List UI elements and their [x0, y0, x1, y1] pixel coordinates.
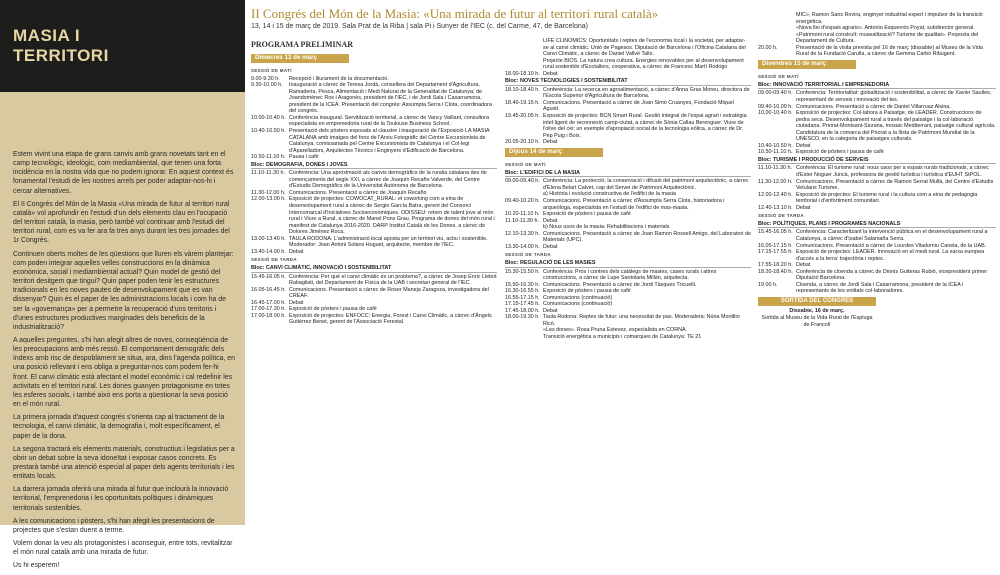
- intro-paragraph: Volem donar la veu als protagonistes i aconseguir, entre tots, revitalitzar el món rural català amb una mirada de futur.: [13, 540, 233, 557]
- entry-time: 20.00 h.: [758, 44, 778, 51]
- entry-text: Comunicacions. Presentació a càrrec d'Assumpta Serra Clota, historiadora i arqueòloga, especialista en l'estudi de l'edifici de mas-masia.: [543, 198, 725, 211]
- entry-time: 18.00-19.30 h.: [505, 314, 540, 321]
- entry-time: 18.00-18.10 h.: [505, 70, 540, 77]
- session-label: SESSIÓ DE TARDA: [251, 257, 297, 263]
- intro-paragraph: A les comunicacions i pòsters, s'hi han afegit les presentacions de projectes que s'estan duent a terme.: [13, 517, 215, 534]
- closing-text: Sortida al Museu de la Vida Rural de l'Espluga de Francolí: [761, 314, 873, 328]
- program-entry: [251, 236, 497, 249]
- entry-text: Conferència: Per què el canvi climàtic és un problema?, a càrrec de Josep Enric Llebot Rabagliati, del Departament de Física de la UAB i secretari general de l'IEC.: [289, 273, 497, 287]
- entry-text: «Les dones». Rosa Pruna Estevez, especialista en CORNA.: [543, 327, 688, 334]
- entry-text: a) Història i evolució constructiva de l'edifici de la masia: [543, 191, 676, 198]
- entry-time: 12.00-12.40 h.: [758, 191, 793, 198]
- entry-time: 12.40-13.10 h.: [758, 204, 793, 211]
- entry-text: Conferència inaugural. Servitització territorial, a càrrec de Vancy Vaillant, consultora especialista en emprenedoria rural de la Toulouse Business School.: [289, 114, 489, 128]
- program-entry: [758, 282, 996, 295]
- program-entry: [505, 58, 751, 71]
- program-entry: [505, 178, 751, 191]
- entry-time: 9.00-9.30 h.: [251, 75, 280, 82]
- program-entry: [505, 113, 751, 139]
- entry-time: 11.10-11.30 h.: [251, 170, 285, 177]
- entry-text: Debat: [796, 262, 811, 269]
- entry-text: Exposició de pòsters i pausa de cafè: [543, 288, 631, 295]
- intro-paragraph: La segona tractarà els elements materials, constructius i legislatius per a obrir un debat sobre la seva idoneïtat i exposar casos concrets. Es prestarà també una atenció especial al paper dels agents territorials i les entitats locals.: [13, 445, 235, 481]
- entry-text: LIFE CLINOMICS: Oportunitats i reptes de l'economia local i la societat, per adaptar-se al canvi climàtic. Unió de Pagesos. Diputació de Barcelona i l'Oficina Catalana del Canvi Climàtic, a càrrec de Daniel Vallvé Tallo.: [543, 38, 746, 58]
- program-entry: [251, 196, 497, 235]
- entry-time: 10.50-11.10 h.: [251, 154, 286, 161]
- intro-paragraph: Continuen oberts moltes de les qüestions que lluren els vàrem plantejar: com poden integrar aquelles velles construccions en la dinàmica econòmica, social i mediambiental actual? Quin model de gestió del territori desitgem que tingui? Quin paper poden tenir les estructures tradicionals en les noves pautes de desenvolupament que es van dissenyar? Quin és el paper de les administracions locals i com ha de ser la «governança» per a permetre la recuperació d'uns territoris i d'unes estructures productives marginades dels beneficis de la industrialització?: [13, 250, 234, 331]
- entry-text: Conferència: El turisme rural: nous usos per a espais rurals tradicionals, a càrrec d'Ester Noguer Juncà, professora de gestió turística i turística d'EUHT StPOL.: [796, 165, 989, 179]
- program-entry: [758, 12, 996, 25]
- entry-text: Recepció i lliurament de la documentació.: [289, 75, 389, 82]
- intro-text: [13, 150, 235, 575]
- entry-time: 17.00-17.30 h.: [251, 306, 286, 313]
- entry-time: 16.30-16.55 h.: [505, 288, 540, 295]
- entry-text: Debat: [543, 307, 558, 314]
- entry-text: Comunicacions (continuació): [543, 294, 613, 301]
- entry-time: 16.05-16.45 h.: [251, 286, 286, 293]
- bloc-title: Bloc: POLÍTIQUES, PLANS I PROGRAMES NACIONALS: [758, 221, 996, 229]
- program-entry: [251, 287, 497, 300]
- entry-text: Debat: [543, 70, 558, 77]
- program-entry: [758, 149, 996, 156]
- intro-paragraph: Us hi esperem!: [13, 562, 60, 570]
- entry-time: [505, 334, 543, 341]
- entry-time: 11.30-12.00 h.: [758, 178, 793, 185]
- entry-time: 10.00-10.40 h.: [251, 114, 286, 121]
- entry-time: 16.45-17.00 h.: [251, 299, 286, 306]
- closing-badge: SORTIDA DEL CONGRÉS: [758, 297, 876, 307]
- entry-time: 13.40-14.00 h.: [251, 248, 286, 255]
- left-header: [0, 0, 245, 92]
- entry-text: Conferència: Caracteritzant la intervenció pública en el desenvolupament rural a Catalunya, a càrrec d'Isabel Salamaña Serra.: [796, 229, 988, 242]
- intro-paragraph: A aquelles preguntes, s'hi han afegit altres de noves, conseqüència de les preocupacions amb més ressò. El comportament demogràfic dels índexs amb risc de despoblament se situa, ara, dins l'agenda política, en una posició rellevant i ens obliga a preguntar-nos com podem fer-hi front. El canvi climàtic està afectant el model econòmic i cal redefinir les activitats en el territori rural. Les dones guanyen protagonisme en totes les esferes socials, i també això ens porta a qüestionar la seva posició en el món rural.: [13, 336, 235, 409]
- entry-text: Exposició de projectes: Col·labora a Paisatge, de LEADER. Construccions de pedra seca. Desenvolupament rural a través del paisatge i la col·laboració ciutadana. Priorat-Montsant-Siurana, mosaic Mediterrani, paisatge cultural agrícola. Candidatura de la comarca del Priorat a la llista de Patrimoni Mundial de la UNESCO, en la categoria de paisatges culturals.: [796, 110, 996, 143]
- session-label: SESSIÓ DE MATÍ: [758, 74, 799, 80]
- entry-text: Exposició de projectes: El turisme rural i la cultura com a eina de pedagogia territorial i d'enfortiment comunitari.: [796, 191, 978, 205]
- entry-time: 13.30-14.00 h.: [505, 243, 540, 250]
- program-entry: [251, 82, 497, 115]
- entry-text: TAULA RODONA: L'administració local aposta per un territori viu, actiu i sostenible. Moderador: Joan Antoni Solans Huguet, arquitecte, membre de l'IEC.: [289, 235, 488, 249]
- entry-time: 09.40-10.00 h.: [758, 103, 793, 110]
- day-badge: Divendres 15 de març: [758, 60, 856, 70]
- entry-time: 17.45-18.00 h.: [505, 307, 540, 314]
- entry-time: [758, 12, 796, 25]
- entry-time: 11.10-11.30 h.: [758, 165, 792, 172]
- entry-time: 18.40-19.15 h.: [505, 99, 540, 106]
- program-entry: [505, 198, 751, 211]
- entry-text: Projecte BIOS. La natura crea cultura. Energies renovables per al desenvolupament rural sostenible d'Ecotallers, cooperativa, a càrrec de Francesc Martí Rodrigo: [543, 57, 744, 71]
- entry-text: Conferència de cloenda a càrrec de Dionís Guiteras Rubió, vicepresident primer Diputació Barcelona.: [796, 268, 988, 282]
- entry-text: Conferència: Territorialitat: globalització i sostenibilitat, a càrrec de Xavier Saulles, representant de serveis i innovació del tes.: [796, 90, 992, 104]
- program-column-2: [505, 38, 751, 341]
- entry-text: b) Nous usos de la masia: Rehabilitacions i materials: [543, 224, 670, 231]
- entry-text: Presentació de la visita prevista pel 16 de març (dissabte) al Museu de la Vida Rural de la Fundació Carulla, a càrrec de Gemma Carbó Ribugent.: [796, 44, 983, 58]
- entry-text: Conferència: Pros i contres dels catàlegs de masies, cases rurals i altres construccions, a càrrec de Lupe Santolaria Millán, arquitecta.: [543, 268, 717, 282]
- entry-time: 10.40-10.50 h.: [251, 128, 286, 135]
- entry-time: 18.10-18.40 h.: [505, 86, 540, 93]
- entry-text: MIC», Ramon Sans Rovira, enginyer industrial expert i impulsor de la transició energètica.: [796, 12, 983, 25]
- entry-time: 09.40-10.20 h.: [505, 198, 540, 205]
- entry-text: Exposició de projectes: ENFOCC: Energia, Forest i Canvi Climàtic, a càrrec d'Àngels Gutiérrez Benet, gerent de l'Associació Forestal.: [289, 312, 492, 326]
- entry-text: Conferència: La protecció, la conservació i difusió del patrimoni arquitectònic, a càrrec d'Elena Belart Calvet, cap del Servei de Patrimoni Arquitectònic.: [543, 178, 749, 191]
- entry-text: Comunicacions. Presentació a càrrec de Jordi Tàsques Tricuelli.: [543, 281, 697, 288]
- program-entry: [758, 179, 996, 192]
- program-entry: [505, 100, 751, 113]
- entry-text: Exposició de projectes: BCN Smart Rural. Gestió integral de l'espai agrari i estratègia intel·ligent de reconnexió camp-ciutat, a càrrec de Sònia Callau Berenguer. Viure de l'olive del cel: un exemple d'apropiació social de la tecnologia eólica, a càrrec de Dr. Pep Puig i Boix.: [543, 113, 747, 139]
- program-entry: [251, 274, 497, 287]
- entry-text: «Patrimoni rural construït: musealització? Turisme de qualitat». Proposta del Departament de Cultura.: [796, 31, 979, 45]
- entry-text: Exposició de projectes: COWOCAT_RURAL: el coworking com a eina de desenvolupament rural a càrrec de Sergio García Batra, gerent del Consorci Intercomarcal d'Iniciatives Socioeconòmiques. ODISSEU: retorn de talent jove al món rural i Viure a Rural, a càrrec de Manel Pons Grau. Programa de dones del món rural i manifest de Catalunya 2016-2020. DARP Institut Català de les Dones, a càrrec de Dolores Jiménez Roca.: [289, 196, 495, 236]
- program-entry: [505, 244, 751, 251]
- session-label: SESSIÓ DE MATÍ: [505, 162, 546, 168]
- entry-text: Exposició de pòsters i pausa de cafè: [543, 211, 631, 218]
- entry-time: 16.55-17.15 h.: [505, 294, 540, 301]
- intro-paragraph: La primera jornada d'aquest congrés s'orienta cap al tractament de la tecnologia, el canvi climàtic, la demografia i, molt específicament, el paper de la dona.: [13, 414, 225, 440]
- entry-time: [505, 38, 543, 58]
- intro-paragraph: El II Congrés del Món de la Masia «Una mirada de futur al territori rural català» vol aprofundir en l'estudi d'un dels elements clau en l'ocupació del territori català, la masia, però també vol continuar amb l'estudi del territori rural, com es va fer ara fa tres anys durant les tres jornades del 1r Congrés.: [13, 200, 230, 245]
- program-entry: [505, 87, 751, 100]
- entry-time: 12.10-13.30 h.: [505, 230, 540, 237]
- program-entry: [758, 90, 996, 103]
- entry-text: Pausa i cafè: [289, 154, 319, 161]
- program-entry: [505, 139, 751, 146]
- entry-text: Exposició de projectes: LEADER. Innovació en el medi rural. La xarxa europea d'accés a la terra: trajectòria i reptes.: [796, 249, 985, 262]
- program-entry: [758, 229, 996, 242]
- bloc-title: Bloc: TURISME I PRODUCCIÓ DE SERVEIS: [758, 157, 996, 165]
- program-entry: [505, 71, 751, 78]
- program-entry: [505, 334, 751, 341]
- entry-time: [758, 32, 796, 45]
- section-title: PROGRAMA PRELIMINAR: [251, 40, 353, 49]
- program-entry: [251, 249, 497, 256]
- day-badge: Dijous 14 de març: [505, 148, 603, 158]
- entry-time: 15.30-15.50 h.: [505, 268, 540, 275]
- entry-text: Exposició de pòsters i pausa de cafè: [796, 149, 884, 156]
- entry-time: 10.20-11.10 h.: [505, 211, 540, 218]
- entry-time: 10.50-11.10 h.: [758, 149, 793, 156]
- entry-time: 17.15-17.45 h.: [505, 301, 540, 308]
- program-entry: [505, 269, 751, 282]
- session-label: SESSIÓ DE MATÍ: [251, 68, 292, 74]
- entry-time: [505, 58, 543, 71]
- session-label: SESSIÓ DE TARDA: [758, 213, 804, 219]
- program-entry: [758, 192, 996, 205]
- session-label: SESSIÓ DE TARDA: [505, 252, 551, 258]
- entry-time: 09.00-09.40 h.: [758, 90, 793, 97]
- entry-text: Cloenda, a càrrec de Jordi Sala i Casarramona, president de la ICEA i representants de les entitats col·laboradores.: [796, 281, 964, 295]
- entry-text: Comunicacions (continuació): [543, 301, 613, 308]
- program-entry: [758, 269, 996, 282]
- entry-text: Comunicacions. Presentació a càrrec de Joan Ramon Rossell Amigo, del Laboratori de Materials (UPC).: [543, 230, 751, 244]
- bloc-title: Bloc: DEMOGRAFIA, DONES I JOVES: [251, 162, 497, 170]
- entry-time: 10.40-10.50 h.: [758, 142, 793, 149]
- program-entry: [251, 154, 497, 161]
- left-panel: [0, 0, 245, 570]
- entry-text: Debat: [289, 299, 304, 306]
- program-entry: [505, 231, 751, 244]
- entry-time: 11.30-12.00 h.: [251, 189, 286, 196]
- program-entry: [505, 314, 751, 327]
- entry-time: 12.00-13.00 h.: [251, 196, 286, 203]
- entry-text: Debat: [796, 204, 811, 211]
- entry-text: Comunicacions. Presentació a càrrec de Ramon Serrat Mullà, del Centre d'Estudis Vetulans Turisme.: [796, 178, 994, 192]
- entry-time: 15.45-16.05 h.: [758, 229, 793, 236]
- entry-text: Debat: [543, 243, 558, 250]
- program-entry: [758, 205, 996, 212]
- entry-text: Conferència: Una aproximació als canvis demogràfics de la ruralia catalana des de començaments del segle XXI, a càrrec de Joaquín Recaño Valverde, del Centre d'Estudis Demogràfics de la Universitat Autònoma de Barcelona.: [289, 170, 487, 190]
- entry-time: 17.55-18.20 h.: [758, 262, 793, 269]
- entry-time: 13.00-13.40 h.: [251, 235, 286, 242]
- entry-time: 17.00-18.00 h.: [251, 312, 286, 319]
- entry-text: Debat: [543, 139, 558, 146]
- bloc-title: Bloc: CANVI CLIMÀTIC, INNOVACIÓ I SOSTENIBILITAT: [251, 265, 497, 273]
- left-title: MASIA I TERRITORI: [13, 26, 109, 65]
- entry-time: 15.50-16.30 h.: [505, 281, 540, 288]
- intro-paragraph: La darrera jornada oferirà una mirada al futur que inclourà la innovació territorial, l'emprenedoria i les oportunitats polítiques i dinàmiques territorials sostenibles.: [13, 486, 229, 512]
- entry-time: 19.00 h.: [758, 281, 778, 288]
- intro-paragraph: Estem vivint una etapa de grans canvis amb grans novetats tant en el camp tecnològic, ideològic, com mediambiental, que tenen una forta incidència en la nostra vida que no podem ignorar. En aquest context és fonamental l'estudi de les nostres arrels per poder adaptar-nos-hi i cercar alternatives.: [13, 151, 234, 195]
- entry-text: Taula Rodona: Reptes de futur: una necessitat de pas. Moderadora: Núria Montllor Ricó.: [543, 314, 741, 327]
- bloc-title: Bloc: L'EDIFICI DE LA MASIA: [505, 170, 751, 178]
- entry-time: 11.10-11.30 h.: [505, 217, 539, 224]
- congress-subtitle: 13, 14 i 15 de març de 2019. Sala Prat de la Riba | sala Pi i Sunyer de l'IEC (c. del Carme, 47, de Barcelona): [251, 23, 589, 30]
- entry-time: 09.00-09.40 h.: [505, 178, 540, 185]
- bloc-title: Bloc: NOVES TECNOLOGIES I SOSTENIBILITAT: [505, 78, 751, 86]
- entry-time: 10.00-10.40 h.: [758, 110, 793, 117]
- program-entry: [251, 170, 497, 190]
- entry-time: 19.45-20.05 h.: [505, 113, 540, 120]
- program-entry: [758, 45, 996, 58]
- entry-text: Comunicacions. Presentació a càrrec de Joaquín Recaño: [289, 189, 427, 196]
- entry-text: «Nova llei d'espais agraris». Antonio Esquerrés Poyat, subdirector general.: [796, 25, 975, 32]
- entry-time: 9.30-10.00 h.: [251, 82, 283, 89]
- program-entry: [251, 313, 497, 326]
- entry-text: Conferència: La recerca en agroalimentació, a càrrec d'Anna Gras Moreu, directora de l'Escola Superior d'Agricultura de Barcelona.: [543, 86, 750, 100]
- closing-day: Dissabte, 16 de març.: [789, 308, 845, 315]
- program-entry: [758, 249, 996, 262]
- entry-time: 18.20-18.40 h.: [758, 268, 793, 275]
- entry-text: Debat: [289, 248, 304, 255]
- program-entry: [251, 115, 497, 128]
- program-column-3: [758, 12, 996, 328]
- program-entry: [758, 110, 996, 143]
- day-badge: Dimecres 13 de març: [251, 54, 349, 64]
- congress-title: II Congrés del Món de la Masia: «Una mirada de futur al territori rural català»: [251, 6, 659, 21]
- entry-text: Debat: [543, 217, 558, 224]
- entry-text: Presentació dels pòsters exposats al claustre i inauguració de l'Exposició LA MASIA CATALANA amb imatges del fons de l'Arxiu Fotogràfic del Centre Excursionista de Catalunya, comissariada pel Centre Excursionista de Catalunya i el Col·legi d'Aparelladors, Arquitectes Tècnics i Enginyers d'Edificació de Barcelona.: [289, 128, 490, 154]
- entry-text: Comunicacions. Presentació a càrrec de Roser Maneja Zaragoza, investigadora del CREAF.: [289, 286, 489, 300]
- program-entry: [505, 38, 751, 58]
- entry-text: Debat: [796, 142, 811, 149]
- entry-text: Inauguració a càrrec de Teresa Jordà, consellera del Departament d'Agricultura, Ramaderia, Pesca, Alimentació i Medi Natural de la Generalitat de Catalunya; de Joandomènec Ros i Aragonès, president de l'IEC, i de Jordi Sala i Casarramona, president de la ICEA. Presentació del congrés: Assumpta Serra i Clota, coordinadora del congrés.: [289, 82, 492, 115]
- bloc-title: Bloc: REGULACIÓ DE LES MASIES: [505, 260, 751, 268]
- entry-time: 20.05-20.10 h.: [505, 139, 540, 146]
- bloc-title: Bloc: INNOVACIÓ TERRITORIAL I EMPRENEDORIA: [758, 82, 996, 90]
- program-entry: [758, 165, 996, 178]
- program-column-1: [251, 42, 497, 326]
- entry-text: Comunicacions. Presentació a càrrec de Joan Simó Cruanyes, Fundació Miquel Agustí.: [543, 99, 734, 113]
- entry-text: Exposició de pòsters i pausa de cafè: [289, 306, 377, 313]
- entry-time: 17.15-17.55 h.: [758, 249, 793, 256]
- entry-text: Transició energètica a municipis i comarques de Catalunya: TE 21: [543, 333, 702, 340]
- program-entry: [758, 32, 996, 45]
- entry-time: 15.45-16.05 h.: [251, 273, 286, 280]
- entry-text: Comunicacions. Presentació a càrrec de Daniel Villarruaz Alsina.: [796, 103, 951, 110]
- program-entry: [251, 128, 497, 154]
- entry-text: Comunicacions. Presentació a càrrec de Lourdes Viladomiu Canela, de la UAB.: [796, 242, 987, 249]
- entry-time: 16.05-17.15 h.: [758, 242, 793, 249]
